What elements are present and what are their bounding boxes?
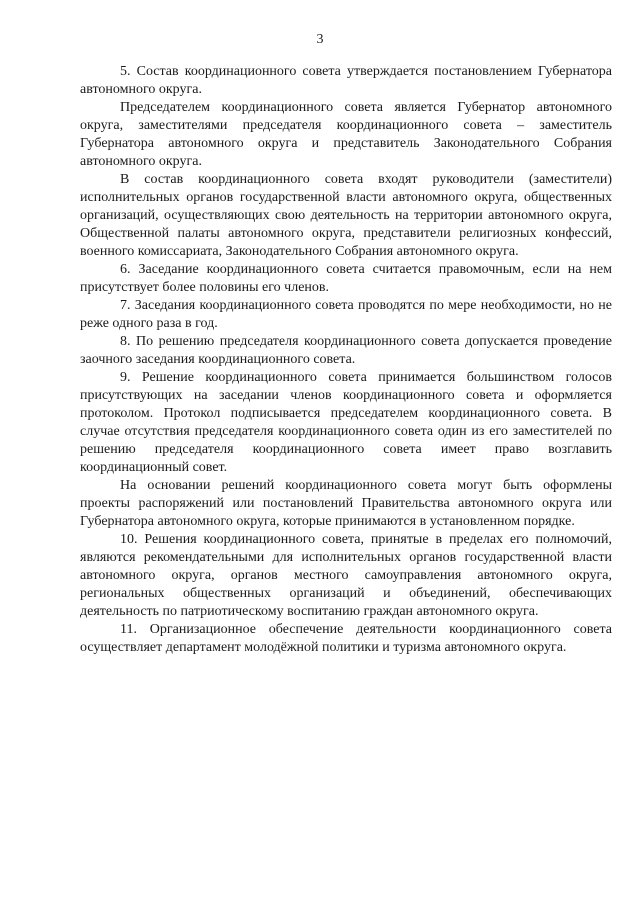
paragraph-composition: В состав координационного совета входят руководители (заместители) исполнительных органов государственной власти автономного округа, общественных организаций, осуществляющих свою деятельность на территории автономного округа, Общественной палаты автономного округа, представители религиозных конфессий, военного комиссариата, Законодательного Собрания автономного округа. <box>80 172 612 259</box>
document-body <box>80 63 612 657</box>
paragraph-item-11: 11. Организационное обеспечение деятельности координационного совета осуществляет департамент молодёжной политики и туризма автономного округа. <box>80 622 612 655</box>
paragraph-decisions-basis: На основании решений координационного совета могут быть оформлены проекты распоряжений или постановлений Правительства автономного округа или Губернатора автономного округа, которые принимаются в установленном порядке. <box>80 478 612 529</box>
paragraph-item-7: 7. Заседания координационного совета проводятся по мере необходимости, но не реже одного раза в год. <box>80 298 612 331</box>
paragraph-item-8: 8. По решению председателя координационного совета допускается проведение заочного заседания координационного совета. <box>80 334 612 367</box>
paragraph-item-6: 6. Заседание координационного совета считается правомочным, если на нем присутствует более половины его членов. <box>80 262 612 295</box>
paragraph-item-5: 5. Состав координационного совета утверждается постановлением Губернатора автономного округа. <box>80 64 612 97</box>
paragraph-item-10: 10. Решения координационного совета, принятые в пределах его полномочий, являются рекомендательными для исполнительных органов государственной власти автономного округа, органов местного самоуправления автономного округа, региональных общественных организаций и объединений, обеспечивающих деятельность по патриотическому воспитанию граждан автономного округа. <box>80 532 612 619</box>
paragraph-item-9: 9. Решение координационного совета принимается большинством голосов присутствующих на заседании членов координационного совета и оформляется протоколом. Протокол подписывается председателем координационного совета. В случае отсутствия председателя координационного совета один из его заместителей по решению председателя координационного совета имеет право возглавить координационный совет. <box>80 370 612 475</box>
page-number: 3 <box>316 32 324 47</box>
paragraph-chairman: Председателем координационного совета является Губернатор автономного округа, заместителями председателя координационного совета – заместитель Губернатора автономного округа и представитель Законодательного Собрания автономного округа. <box>80 100 612 169</box>
